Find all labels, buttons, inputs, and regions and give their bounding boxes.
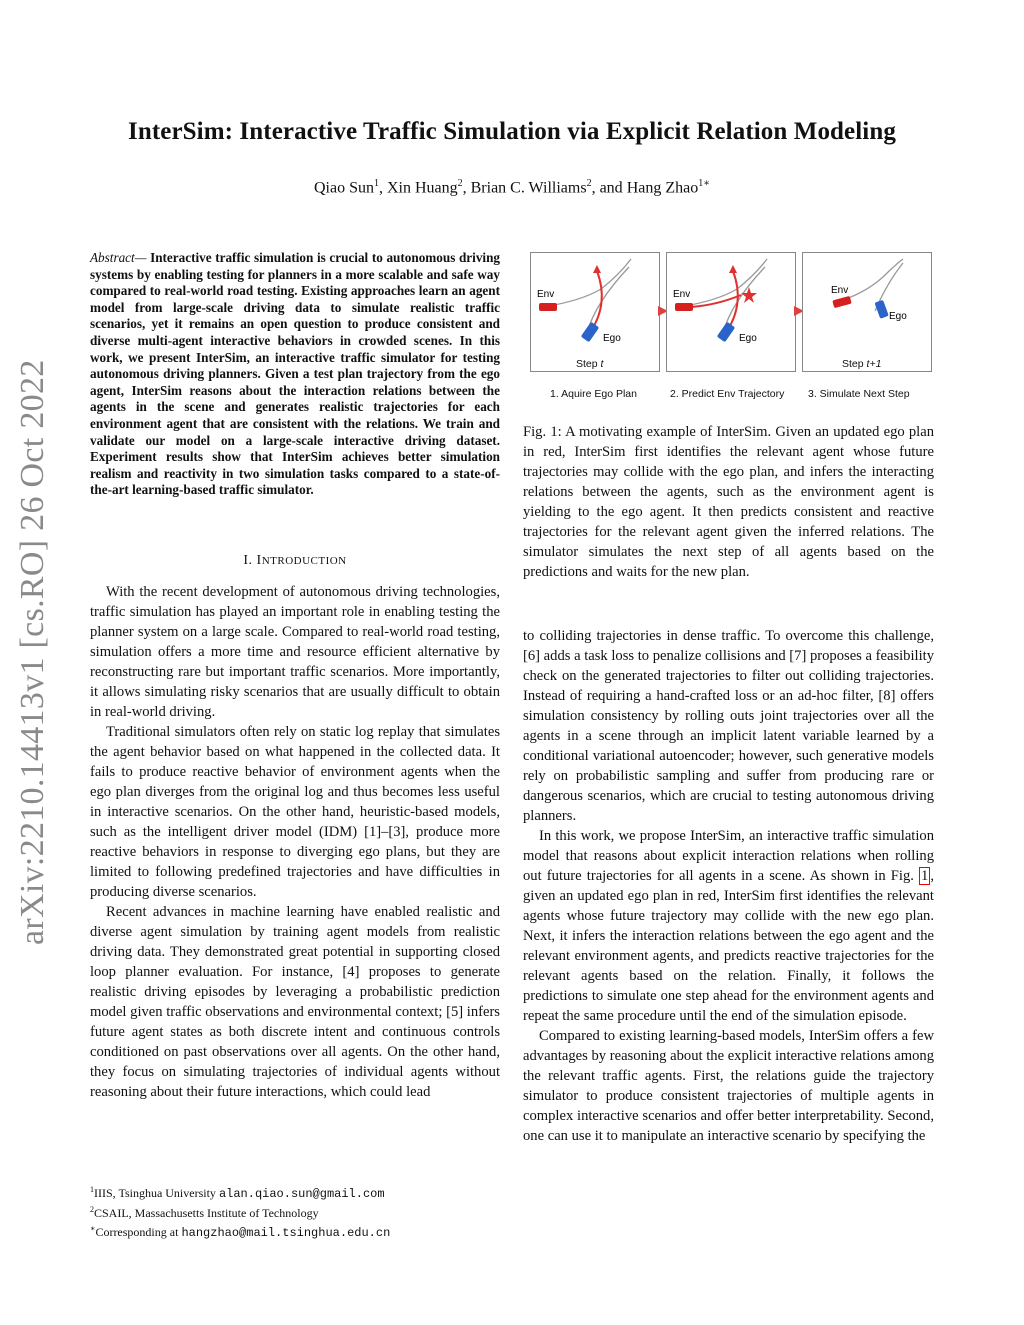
- paper-title: InterSim: Interactive Traffic Simulation via Explicit Relation Modeling: [128, 118, 896, 145]
- env-original-path: [679, 259, 767, 307]
- figure-caption: Fig. 1: A motivating example of InterSim. Given an updated ego plan in red, InterSim first identifies the relevant agent whose future trajectories may collide with the ego plan, and infers the interacting relations between the agents, such as the environment agent is yielding to the ego agent. It then predicts consistent and reactive trajectories for the relevant agent given the inferred relations. The simulator simulates the next step of all agents based on the predictions and waits for the new plan.: [523, 424, 934, 580]
- footnote: [90, 1182, 500, 1202]
- env-label: Env: [831, 285, 849, 296]
- author-separator: ,: [378, 179, 387, 197]
- ego-label: Ego: [889, 311, 907, 322]
- step-label: [576, 358, 603, 370]
- paragraph-text: In this work, we propose InterSim, an interactive traffic simulation model that reasons about explicit interaction relations when rolling out future trajectories for all agents in a scene. As shown in Fig.: [523, 828, 934, 884]
- ego-car: [717, 322, 736, 342]
- footnote-mark: 1: [90, 1185, 94, 1194]
- paragraph: to colliding trajectories in dense traffic. To overcome this challenge, [6] adds a task loss to penalize collisions and [7] proposes a feasibility check on the generated trajectories to filter out colliding trajectories. Instead of requiring a hand-crafted loss or an ad-hoc filter, [8] offers simulation consistency by rolling outs joint trajectories over all the agents in a scene through an implicit latent variable learned by a conditional variational autoencoder; however, such generative models rely on probabilistic sampling and suffer from producing rare or dangerous scenarios, which are crucial to testing autonomous driving planners.: [523, 628, 934, 824]
- env-predicted-path: [691, 295, 741, 307]
- footnote-text: Corresponding at: [95, 1225, 182, 1239]
- ego-car: [875, 300, 889, 319]
- author-name: Brian C. Williams: [470, 179, 587, 197]
- author-separator: ,: [462, 179, 471, 197]
- paragraph-text: , given an updated ego plan in red, InterSim first identifies the relevant agents whose future trajectory may collide with the new ego plan. Next, it infers the interaction relations between the ego agent and the relevant environment agents, and predicts reactive trajectories for the relevant agents based on the relation. Finally, it follows the predictions to simulate one step ahead for the environment agents and repeat the same procedure until the end of the simulation episode.: [523, 868, 934, 1024]
- ego-original-path: [587, 267, 629, 333]
- arxiv-stamp: arXiv:2210.14413v1 [cs.RO] 26 Oct 2022: [14, 359, 51, 945]
- footnote-text: CSAIL, Massachusetts Institute of Technology: [94, 1206, 319, 1220]
- panel-caption: 2. Predict Env Trajectory: [670, 388, 785, 400]
- env-car: [675, 303, 693, 311]
- affiliation-mark: 2: [457, 178, 463, 189]
- right-column-body: [523, 626, 934, 1146]
- footnote-text: IIIS, Tsinghua University: [94, 1186, 219, 1200]
- ego-plan-path: [727, 271, 738, 331]
- ego-plan-path: [591, 271, 602, 331]
- footnote-email: hangzhao@mail.tsinghua.edu.cn: [181, 1226, 391, 1240]
- paragraph: Compared to existing learning-based models, InterSim offers a few advantages by reasoning about the explicit interactive relations among the relevant traffic agents. First, the relations guide the trajectory simulator to produce consistent trajectories of multiple agents in complex interactive scenarios and offer better interpretability. Second, one can use it to manipulate an interactive scenario by specifying the: [523, 1028, 934, 1144]
- env-original-path: [543, 259, 631, 307]
- section-number: I.: [243, 553, 257, 568]
- footnote: [90, 1202, 500, 1221]
- env-label: Env: [537, 289, 555, 300]
- env-path: [833, 259, 903, 303]
- env-car: [832, 296, 851, 308]
- step-label: [842, 358, 881, 370]
- footnote-email: alan.qiao.sun@gmail.com: [218, 1187, 385, 1201]
- footnote-mark: 2: [90, 1205, 94, 1214]
- section-heading: [90, 553, 500, 569]
- panel-2-diagram: [667, 253, 795, 371]
- figure-panel-1: [530, 252, 660, 372]
- abstract-label: Abstract: [90, 250, 135, 265]
- author-separator: , and: [591, 179, 627, 197]
- step-index: t+1: [866, 358, 882, 370]
- panel-1-diagram: [531, 253, 659, 371]
- collision-star-icon: [741, 287, 757, 303]
- figure-panel-2: [666, 252, 796, 372]
- paragraph: Traditional simulators often rely on static log replay that simulates the agent behavior based on what happened in the collected data. It fails to produce reactive behavior of environment agents when the ego plan diverges from the original log and thus becomes less useful in interactive scenarios. On the other hand, heuristic-based models, such as the intelligent driver model (IDM) [1]–[3], produce more reactive behaviors in response to diverging ego plans, but they are limited to following predefined trajectories and have difficulties in producing diverse scenarios.: [90, 724, 500, 900]
- ego-plan-arrowhead: [593, 265, 601, 273]
- abstract-text: Interactive traffic simulation is crucial to autonomous driving systems by enabling testing for planners in a more scalable and safe way compared to real-world road testing. Existing approaches learn an agent model from large-scale driving data to simulate realistic traffic scenarios, yet it remains an open question to produce consistent and diverse multi-agent interactive behaviors in crowded scenes. In this work, we present InterSim, an interactive traffic simulator for testing autonomous driving planners. Given a test plan trajectory from the ego agent, InterSim reasons about the interaction relations between the agents in the scene and generates realistic trajectories for each environment agent that are consistent with the relations. We train and validate our model on a large-scale interactive driving dataset. Experiment results show that InterSim achieves better simulation realism and reactivity in two simulation tasks compared to a state-of-the-art learning-based traffic simulator.: [90, 250, 501, 498]
- panel-caption: 1. Aquire Ego Plan: [550, 388, 637, 400]
- ego-plan-arrowhead: [729, 265, 737, 273]
- paragraph: With the recent development of autonomous driving technologies, traffic simulation has played an important role in enabling testing the planner system on a large scale. Compared to real-world road testing, simulation offers a more time and resource efficient alternative by reconstructing rare but important traffic scenarios. More importantly, it allows simulating risky scenarios that are usually difficult to obtain in real-world driving.: [90, 584, 500, 720]
- author-name: Hang Zhao: [626, 179, 699, 197]
- panel-caption: 3. Simulate Next Step: [808, 388, 910, 400]
- section-title-rest: NTRODUCTION: [261, 555, 347, 567]
- section-title-initial: I: [256, 553, 262, 568]
- figure-1: [530, 252, 934, 402]
- footnotes: [90, 1182, 500, 1241]
- step-text: Step: [842, 358, 867, 370]
- figure-reference-link[interactable]: 1: [921, 868, 929, 884]
- ego-label: Ego: [603, 333, 621, 344]
- affiliation-mark: 2: [586, 178, 592, 189]
- left-column-body: [90, 582, 500, 1102]
- author-name: Xin Huang: [386, 179, 458, 197]
- env-label: Env: [673, 289, 691, 300]
- env-car: [539, 303, 557, 311]
- author-list: [0, 178, 1024, 197]
- affiliation-mark: 1: [373, 178, 379, 189]
- paragraph: [523, 826, 934, 1026]
- footnote: [90, 1221, 500, 1241]
- ego-label: Ego: [739, 333, 757, 344]
- affiliation-mark: 1∗: [698, 178, 711, 189]
- panel-3-diagram: [803, 253, 931, 371]
- step-index: t: [600, 358, 604, 370]
- paragraph: Recent advances in machine learning have enabled realistic and diverse agent simulation by training agent models from realistic driving data. They demonstrated great potential in supporting closed loop planner evaluation. For instance, [4] proposes to generate realistic driving episodes by leveraging a probabilistic prediction model given traffic observations and environmental context; [5] infers future agent states as both discrete intent and continuous controls conditioned on past observations over all agents. On the other hand, they focus on simulating trajectories of individual agents without reasoning about their future interactions, which could lead: [90, 904, 500, 1100]
- footnote-mark: ∗: [90, 1224, 96, 1233]
- ego-car: [581, 322, 600, 342]
- step-text: Step: [576, 358, 601, 370]
- figure-panel-3: [802, 252, 932, 372]
- author-name: Qiao Sun: [313, 179, 374, 197]
- abstract: Abstract— Interactive traffic simulation is crucial to autonomous driving systems by enabling testing for planners in a more scalable and safe way compared to real-world road testing. Existing approaches learn an agent model from large-scale driving data to simulate realistic traffic scenarios, yet it remains an open question to produce consistent and diverse multi-agent interactive behaviors in crowded scenes. In this work, we present InterSim, an interactive traffic simulator for testing autonomous driving planners. Given a test plan trajectory from the ego agent, InterSim reasons about the interaction relations between the agents in the scene and generates realistic trajectories for each environment agent that are consistent with the relations. We train and validate our model on a large-scale interactive driving dataset. Experiment results show that InterSim achieves better simulation realism and reactivity in two simulation tasks compared to a state-of-the-art learning-based traffic simulator.: [90, 250, 501, 498]
